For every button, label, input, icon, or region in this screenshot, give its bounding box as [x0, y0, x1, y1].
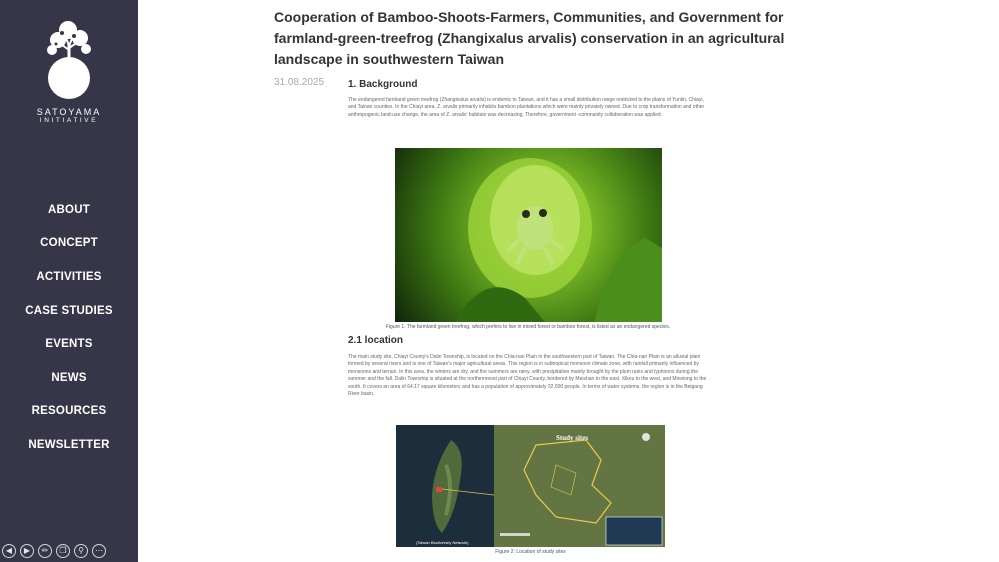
- nav-news[interactable]: NEWS: [51, 371, 87, 384]
- pen-icon[interactable]: ✏: [38, 544, 52, 558]
- copy-icon[interactable]: ❐: [56, 544, 70, 558]
- zoom-icon[interactable]: ⚲: [74, 544, 88, 558]
- more-icon[interactable]: ⋯: [92, 544, 106, 558]
- nav-case-studies[interactable]: CASE STUDIES: [25, 304, 113, 317]
- nav-activities[interactable]: ACTIVITIES: [36, 270, 102, 283]
- section-location-text: The main study site, Chiayi County's Dalin Township, is located on the Chia-nan Plain in the southwestern part of Taiwan. The Chia-nan Plain is an alluvial plain formed by several rivers and is one of Taiwan's major agricultural areas. This region is in subtropical monsoon climate zone, with rainfall primarily influenced by monsoons and terrain. In this area, the winters are dry, and the summers are rainy, with precipitation mainly brought by the plum rains and typhoons during the summer and the fall. Dalin Township is situated at the northernmost part of Chiayi County, bordered by Meishan to the east, Xikou to the west, and Minxiong to the south. It covers an area of 64.17 square kilometers and has a population of approximately 32,000 people. In terms of water systems, the region is in the Beigang River basin.: [348, 354, 707, 398]
- main-nav: [0, 193, 138, 462]
- viewer-toolbar: [2, 544, 106, 558]
- nav-events[interactable]: EVENTS: [45, 338, 93, 351]
- nav-newsletter[interactable]: NEWSLETTER: [28, 438, 110, 451]
- figure2-caption: Figure 2: Location of study sites: [495, 549, 566, 555]
- treefrog-photo: [395, 148, 662, 322]
- previous-icon[interactable]: ◀: [2, 544, 16, 558]
- satoyama-logo[interactable]: [38, 20, 100, 102]
- nav-resources[interactable]: RESOURCES: [31, 405, 107, 418]
- nav-about[interactable]: ABOUT: [48, 203, 90, 216]
- article-date: 31.08.2025: [274, 77, 325, 88]
- sidebar: [0, 0, 138, 562]
- map-source: (Taiwan Biodiversity Network): [416, 540, 469, 545]
- figure1-caption: Figure 1: The farmland green treefrog, which prefers to live in mixed forest or bamboo forest, is listed as an endangered species.: [385, 324, 671, 330]
- article-content: [138, 0, 999, 562]
- nav-concept[interactable]: CONCEPT: [40, 237, 98, 250]
- section-background-heading: 1. Background: [348, 79, 418, 90]
- brand-subtitle: INITIATIVE: [39, 117, 99, 124]
- article-title: Cooperation of Bamboo-Shoots-Farmers, Communities, and Government for farmland-green-treefrog (Zhangixalus arvalis) conservation in an agricultural landscape in southwestern Taiwan: [274, 9, 785, 67]
- section-location-heading: 2.1 location: [348, 335, 404, 346]
- study-sites-map: [396, 425, 665, 547]
- section-background-text: The endangered farmland green treefrog (Zhangixalus arvalis) is endemic to Taiwan, and it has a small distribution range restricted to the plains of Yunlin, Chiayi, and Tainan counties. In the Chiayi area, Z. arvalis primarily inhabits bamboo plantations which were mainly privately owned. Due to crop transformation and other anthropogenic land-use change, the area of Z. arvalis' habitats was decreasing. Therefore, government -community collaboration was applied.: [348, 97, 705, 118]
- map-label: Study sites: [556, 434, 589, 442]
- brand-name: SATOYAMA: [36, 107, 102, 117]
- next-icon[interactable]: ▶: [20, 544, 34, 558]
